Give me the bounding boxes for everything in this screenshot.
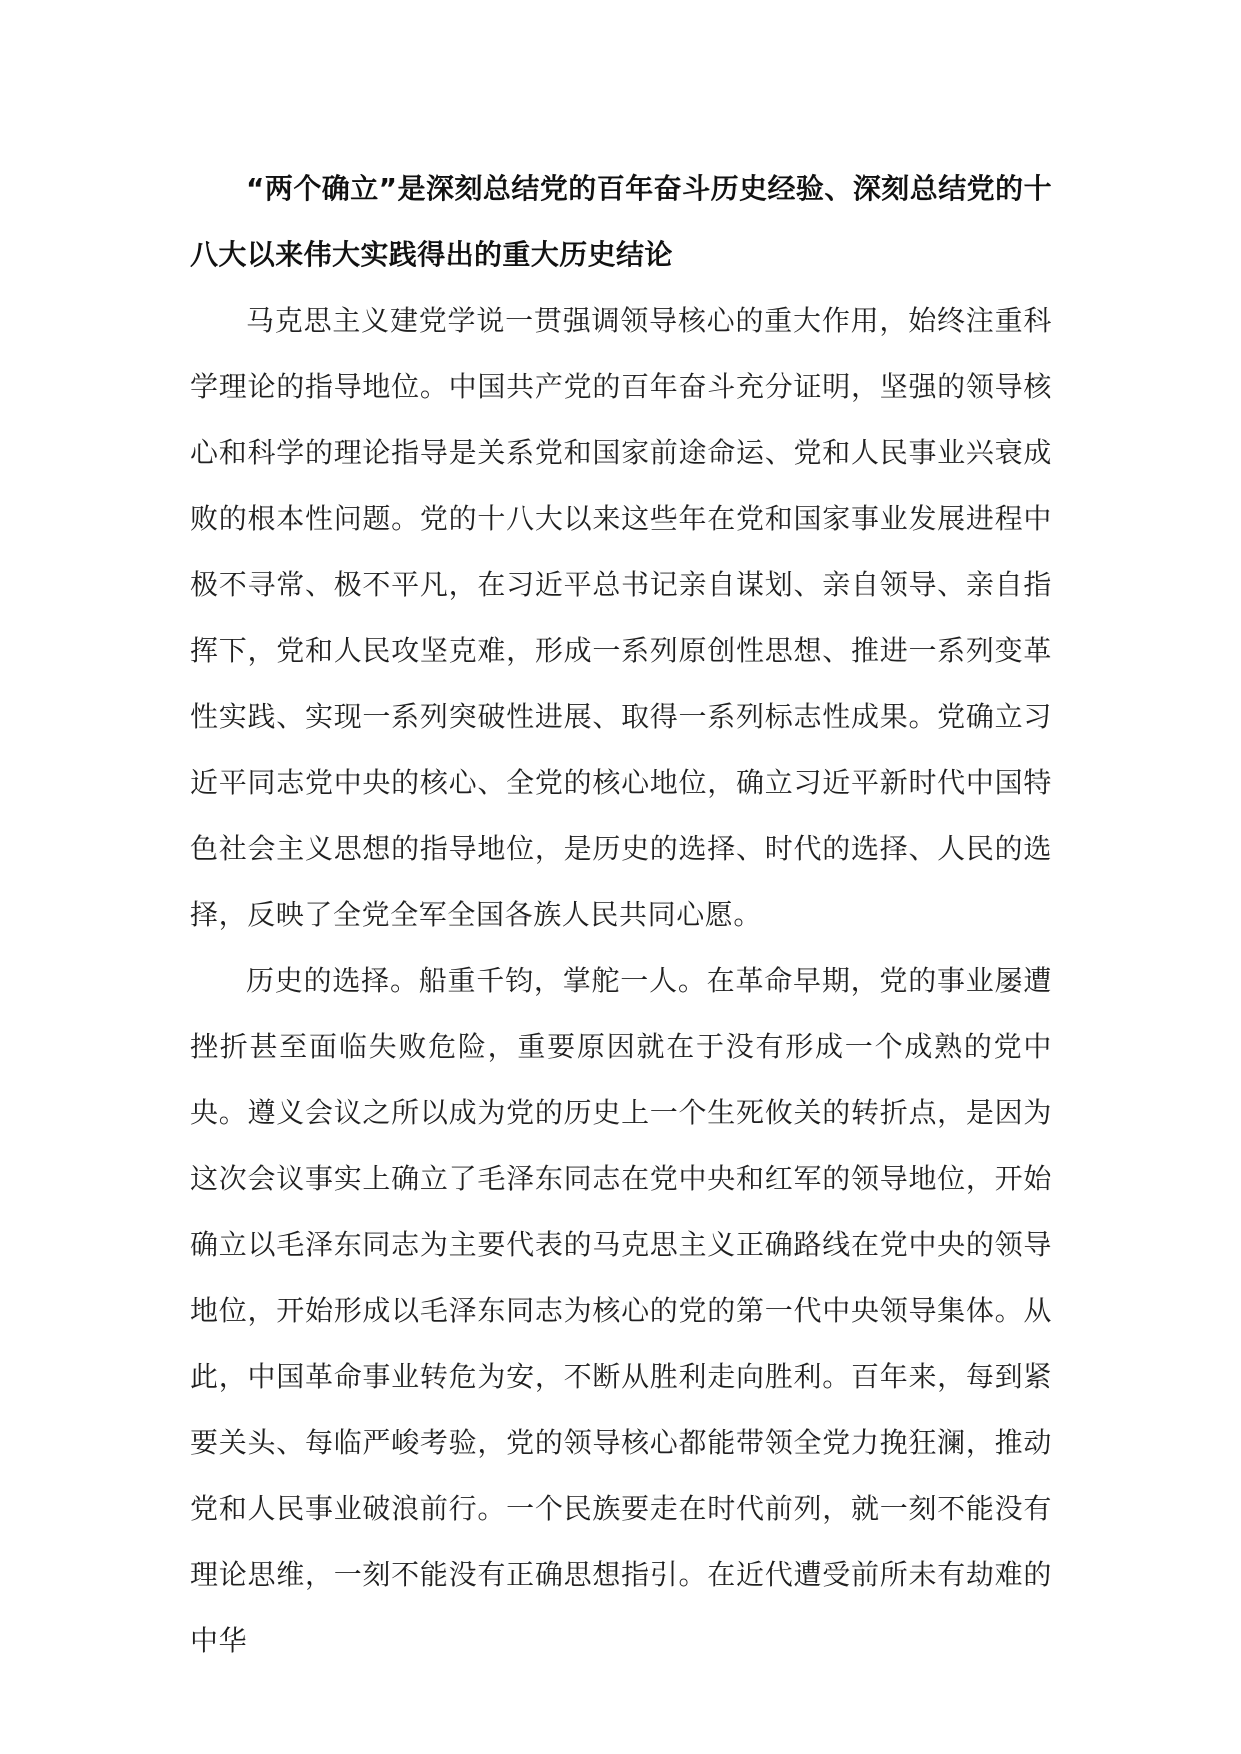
document-body (190, 156, 1052, 1674)
section-heading: “两个确立”是深刻总结党的百年奋斗历史经验、深刻总结党的十八大以来伟大实践得出的重大历史结论 (190, 172, 1052, 271)
paragraph-2: 历史的选择。船重千钧，掌舵一人。在革命早期，党的事业屡遭挫折甚至面临失败危险，重要原因就在于没有形成一个成熟的党中央。遵义会议之所以成为党的历史上一个生死攸关的转折点，是因为这次会议事实上确立了毛泽东同志在党中央和红军的领导地位，开始确立以毛泽东同志为主要代表的马克思主义正确路线在党中央的领导地位，开始形成以毛泽东同志为核心的党的第一代中央领导集体。从此，中国革命事业转危为安，不断从胜利走向胜利。百年来，每到紧要关头、每临严峻考验，党的领导核心都能带领全党力挽狂澜，推动党和人民事业破浪前行。一个民族要走在时代前列，就一刻不能没有理论思维，一刻不能没有正确思想指引。在近代遭受前所未有劫难的中华 (190, 964, 1052, 1657)
paragraph-1: 马克思主义建党学说一贯强调领导核心的重大作用，始终注重科学理论的指导地位。中国共产党的百年奋斗充分证明，坚强的领导核心和科学的理论指导是关系党和国家前途命运、党和人民事业兴衰成败的根本性问题。党的十八大以来这些年在党和国家事业发展进程中极不寻常、极不平凡，在习近平总书记亲自谋划、亲自领导、亲自指挥下，党和人民攻坚克难，形成一系列原创性思想、推进一系列变革性实践、实现一系列突破性进展、取得一系列标志性成果。党确立习近平同志党中央的核心、全党的核心地位，确立习近平新时代中国特色社会主义思想的指导地位，是历史的选择、时代的选择、人民的选择，反映了全党全军全国各族人民共同心愿。 (190, 304, 1052, 931)
